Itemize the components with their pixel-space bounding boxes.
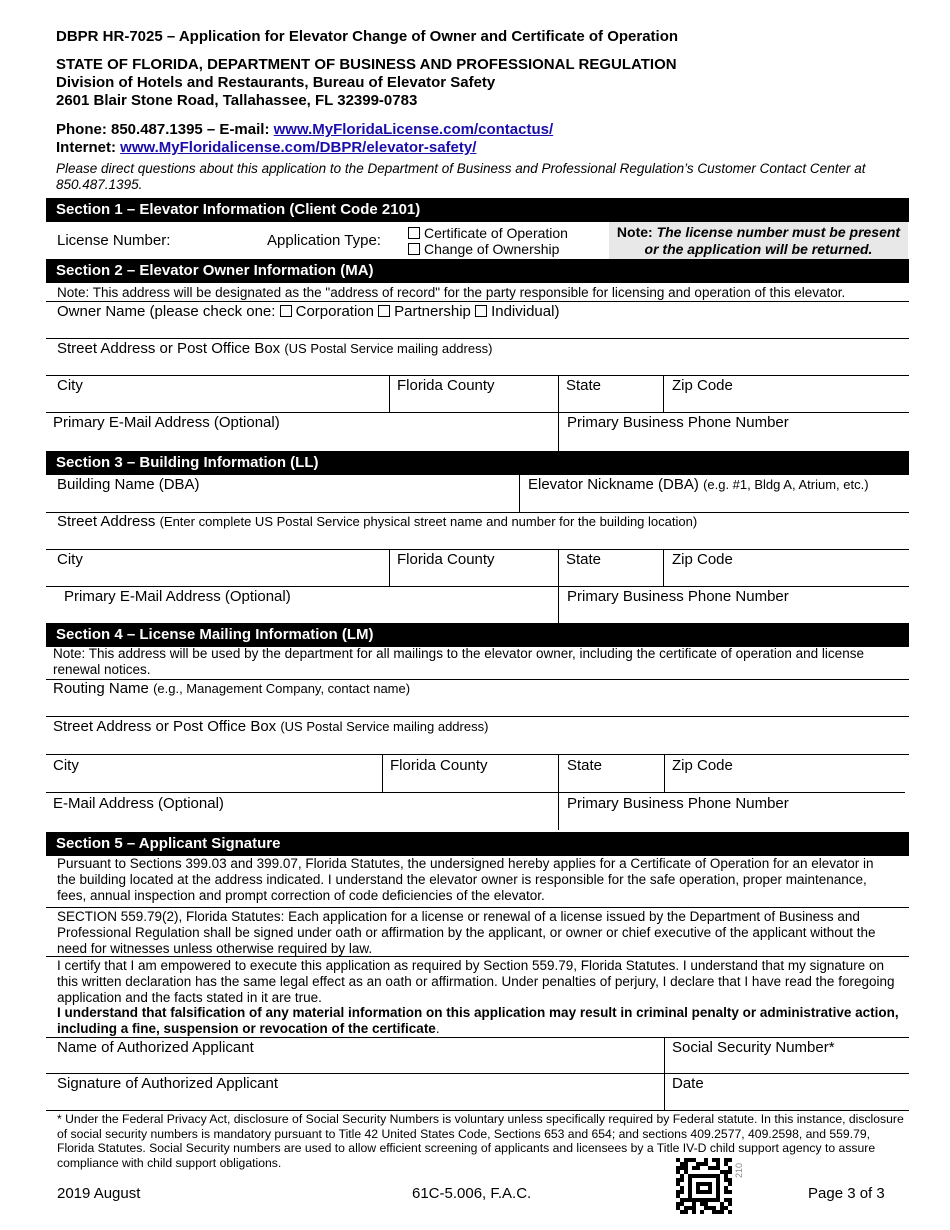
- owner-name-field[interactable]: [57, 303, 559, 320]
- section-1-header: Section 1 – Elevator Information (Client Code 2101): [46, 198, 909, 222]
- agency-address: 2601 Blair Stone Road, Tallahassee, FL 32399-0783: [56, 92, 418, 109]
- partnership-label: Partnership: [394, 303, 471, 320]
- note-line-1: The license number must be present: [656, 224, 901, 240]
- mailing-city-field[interactable]: City: [53, 757, 79, 774]
- street-hint: (Enter complete US Postal Service physical street name and number for the building location): [159, 514, 698, 529]
- routing-hint: (e.g., Management Company, contact name): [153, 681, 411, 696]
- form-date: 2019 August: [57, 1185, 141, 1202]
- license-note: [609, 222, 908, 259]
- note-label: Note:: [616, 224, 653, 240]
- qr-code-icon: [676, 1158, 732, 1214]
- building-street-field[interactable]: [57, 513, 697, 530]
- application-type-label: Application Type:: [267, 232, 381, 249]
- individual-label: Individual): [491, 303, 560, 320]
- section-5-paragraph-3: I certify that I am empowered to execute this application as required by Section 559.79, Florida Statutes. I understand that my signature on this written declaration has the same legal effect as an oath or affirmation. Under penalties of perjury, I declare that I have read the foregoing application and the facts stated in it are true.: [57, 958, 895, 1005]
- phone-email-line: [56, 121, 553, 138]
- qr-code-id: 210: [734, 1162, 744, 1178]
- owner-zip-field[interactable]: Zip Code: [672, 377, 733, 394]
- street-label: Street Address or Post Office Box: [57, 340, 281, 357]
- building-state-field[interactable]: State: [566, 551, 602, 568]
- building-email-field[interactable]: Primary E-Mail Address (Optional): [64, 588, 291, 605]
- building-phone-field[interactable]: Primary Business Phone Number: [567, 588, 789, 605]
- building-name-field[interactable]: Building Name (DBA): [57, 476, 200, 493]
- section-5-header: Section 5 – Applicant Signature: [46, 832, 909, 856]
- mailing-state-field[interactable]: State: [567, 757, 603, 774]
- license-number-label: License Number:: [57, 232, 171, 249]
- corporation-checkbox[interactable]: [280, 305, 292, 317]
- agency-division: Division of Hotels and Restaurants, Bureau of Elevator Safety: [56, 74, 496, 91]
- street-label: Street Address: [57, 513, 156, 530]
- falsification-warning: I understand that falsification of any material information on this application may result in criminal penalty or administrative action, including a fine, suspension or revocation of the certificate: [57, 1005, 899, 1036]
- note-line-2: or the application will be returned.: [644, 241, 873, 257]
- routing-name-field[interactable]: [53, 680, 410, 697]
- partnership-checkbox[interactable]: [378, 305, 390, 317]
- mailing-email-field[interactable]: E-Mail Address (Optional): [53, 795, 224, 812]
- owner-name-label: Owner Name (please check one:: [57, 303, 276, 320]
- nickname-hint: (e.g. #1, Bldg A, Atrium, etc.): [703, 477, 869, 492]
- section-2-header: Section 2 – Elevator Owner Information (MA): [46, 259, 909, 283]
- owner-phone-field[interactable]: Primary Business Phone Number: [567, 414, 789, 431]
- nickname-label: Elevator Nickname (DBA): [528, 476, 699, 493]
- checkbox[interactable]: [408, 227, 420, 239]
- owner-county-field[interactable]: Florida County: [397, 377, 495, 394]
- elevator-nickname-field[interactable]: [528, 476, 869, 493]
- internet-line: [56, 139, 476, 156]
- privacy-act-notice: * Under the Federal Privacy Act, disclosure of Social Security Numbers is voluntary unless specifically required by Federal statute. In this instance, disclosure of social security numbers is mandatory pursuant to Title 42 United States Code, Sections 653 and 654; and sections 409.2577, 409.2598, and 559.79, Florida Statutes. Social Security numbers are used to allow efficient screening of applicants and licensees by a Title IV-D child support agency to assure compliance with child support obligations.: [57, 1112, 904, 1170]
- building-county-field[interactable]: Florida County: [397, 551, 495, 568]
- section-5-paragraph-2: SECTION 559.79(2), Florida Statutes: Each application for a license or renewal of a license issued by the Department of Business and Professional Regulation shall be signed under oath or affirmation by the applicant, or owner or chief executive of the applicant without the need for witnesses unless otherwise required by law.: [57, 909, 876, 956]
- phone-label: Phone: 850.487.1395 – E-mail:: [56, 121, 274, 138]
- building-city-field[interactable]: City: [57, 551, 83, 568]
- owner-city-field[interactable]: City: [57, 377, 83, 394]
- warning-period: .: [435, 1021, 440, 1036]
- mailing-street-field[interactable]: [53, 718, 488, 735]
- option-change-of-ownership[interactable]: [408, 241, 559, 257]
- section-4-note: Note: This address will be used by the department for all mailings to the elevator owner, including the certificate of operation and license renewal notices.: [53, 646, 864, 677]
- contact-email-link[interactable]: www.MyFloridaLicense.com/contactus/: [273, 121, 554, 138]
- section-5-paragraph-4: [57, 1005, 899, 1037]
- rule-citation: 61C-5.006, F.A.C.: [412, 1185, 532, 1202]
- checkbox[interactable]: [408, 243, 420, 255]
- instructions: Please direct questions about this application to the Department of Business and Professional Regulation’s Customer Contact Center at 850.487.1395.: [56, 161, 866, 192]
- routing-label: Routing Name: [53, 680, 149, 697]
- internet-label: Internet:: [56, 139, 121, 156]
- applicant-signature-field[interactable]: Signature of Authorized Applicant: [57, 1075, 278, 1092]
- owner-street-field[interactable]: [57, 340, 492, 357]
- mailing-phone-field[interactable]: Primary Business Phone Number: [567, 795, 789, 812]
- mailing-county-field[interactable]: Florida County: [390, 757, 488, 774]
- form-title: DBPR HR-7025 – Application for Elevator Change of Owner and Certificate of Operation: [56, 28, 679, 45]
- ssn-field[interactable]: Social Security Number*: [672, 1039, 835, 1056]
- mailing-zip-field[interactable]: Zip Code: [672, 757, 733, 774]
- option-label: Change of Ownership: [424, 241, 560, 257]
- corporation-label: Corporation: [295, 303, 374, 320]
- section-5-paragraph-1: Pursuant to Sections 399.03 and 399.07, Florida Statutes, the undersigned hereby applies for a Certificate of Operation for an elevator in the building located at the address indicated. I understand the elevator owner is responsible for the safe operation, proper maintenance, fees, annual inspection and prompt correction of code deficiencies of the elevator.: [57, 856, 874, 903]
- page-number: Page 3 of 3: [808, 1185, 885, 1202]
- owner-email-field[interactable]: Primary E-Mail Address (Optional): [53, 414, 280, 431]
- street-label: Street Address or Post Office Box: [53, 718, 277, 735]
- section-3-header: Section 3 – Building Information (LL): [46, 451, 909, 475]
- date-field[interactable]: Date: [672, 1075, 704, 1092]
- street-hint: (US Postal Service mailing address): [280, 719, 489, 734]
- agency-name: STATE OF FLORIDA, DEPARTMENT OF BUSINESS AND PROFESSIONAL REGULATION: [56, 56, 677, 73]
- individual-checkbox[interactable]: [475, 305, 487, 317]
- internet-link[interactable]: www.MyFloridalicense.com/DBPR/elevator-safety/: [120, 139, 477, 156]
- option-certificate-of-operation[interactable]: [408, 225, 568, 241]
- building-zip-field[interactable]: Zip Code: [672, 551, 733, 568]
- section-4-header: Section 4 – License Mailing Information (LM): [46, 623, 909, 647]
- applicant-name-field[interactable]: Name of Authorized Applicant: [57, 1039, 254, 1056]
- section-2-note: Note: This address will be designated as the "address of record" for the party responsible for licensing and operation of this elevator.: [57, 285, 846, 300]
- street-hint: (US Postal Service mailing address): [284, 341, 493, 356]
- option-label: Certificate of Operation: [424, 225, 568, 241]
- owner-state-field[interactable]: State: [566, 377, 602, 394]
